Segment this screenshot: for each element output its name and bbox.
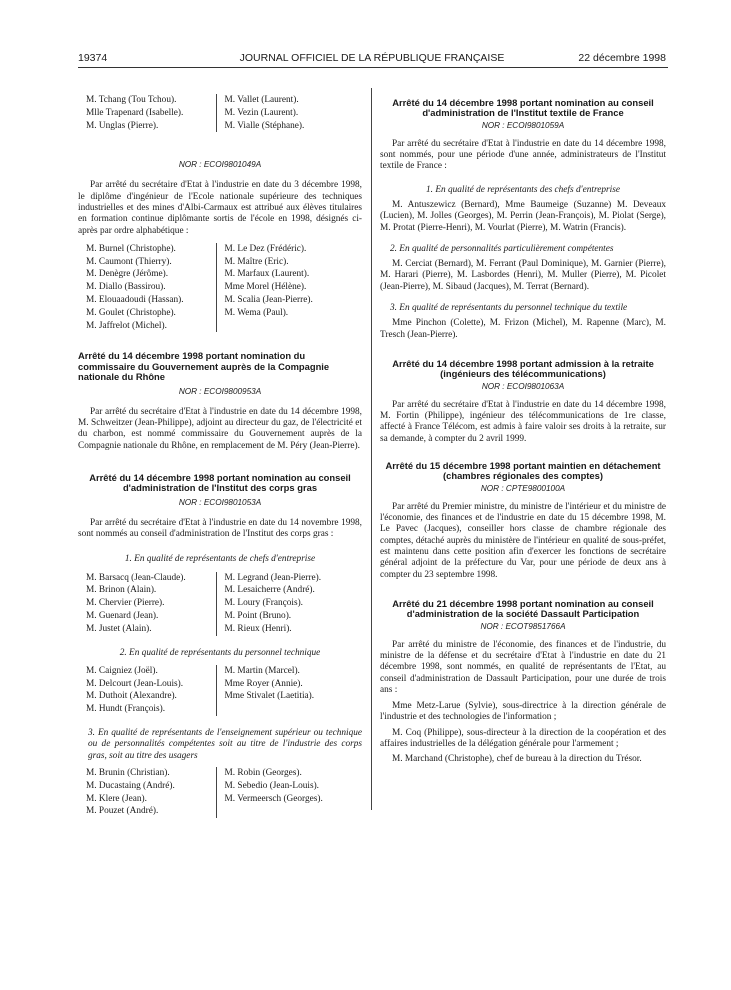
person-name: M. Tchang (Tou Tchou). — [86, 95, 177, 105]
section-title: 3. En qualité de représentants du personnel technique du textile — [390, 303, 628, 314]
person-name: M. Diallo (Bassirou). — [86, 282, 166, 293]
decree-nor: NOR : ECOI9801059A — [481, 120, 565, 130]
person-name: M. Robin (Georges). — [224, 767, 302, 778]
member-entry: M. Coq (Philippe), sous-directeur à la direction de la coopération et des affaires industrielles de la délégation générale pour l'armement ; — [380, 727, 666, 750]
decree-nor: NOR : ECOI9801063A — [481, 381, 565, 391]
person-name: M. Caumont (Thierry). — [86, 256, 172, 267]
person-name: M. Vezin (Laurent). — [224, 107, 299, 118]
decree-title: Arrêté du 14 décembre 1998 portant admission à la retraite (ingénieurs des télécommunications) — [392, 357, 654, 380]
page-header — [78, 52, 666, 68]
name-list — [78, 665, 362, 716]
person-name: M. Denègre (Jérôme). — [86, 269, 169, 280]
decree-body: Par arrêté du secrétaire d'Etat à l'industrie en date du 14 novembre 1998, sont nommés au conseil d'administration de l'Institut des corps gras : — [78, 517, 362, 539]
person-name: M. Klere (Jean). — [86, 793, 147, 804]
person-name: M. Martin (Marcel). — [224, 665, 300, 676]
section-title: 1. En qualité de représentants des chefs d'entreprise — [426, 184, 620, 195]
person-name: M. Delcourt (Jean-Louis). — [86, 678, 184, 689]
decree-title: Arrêté du 14 décembre 1998 portant nomination du commissaire du Gouvernement auprès de la Compagnie nationale du Rhône — [78, 350, 330, 383]
person-name: Mme Stivalet (Laetitia). — [224, 691, 315, 702]
person-name: M. Burnel (Christophe). — [86, 243, 176, 254]
decree-body: Par arrêté du secrétaire d'Etat à l'industrie en date du 14 décembre 1998, sont nommés, pour une période d'une année, administrateurs de l'Institut textile de France : — [380, 138, 666, 172]
page-number: 19374 — [78, 52, 108, 64]
person-name: M. Pouzet (André). — [86, 806, 159, 817]
journal-title: JOURNAL OFFICIEL DE LA RÉPUBLIQUE FRANÇAISE — [239, 52, 505, 64]
person-name: M. Marfaux (Laurent). — [224, 269, 310, 280]
decree-body: Par arrêté du secrétaire d'Etat à l'industrie en date du 14 décembre 1998, M. Schweitzer (Jean-Philippe), adjoint au directeur du gaz, de l'électricité et du charbon, est nommé commissaire du Gouvernement auprès de la Compagnie nationale du Rhône, en remplacement de M. Péry (Jean-Pierre). — [78, 406, 362, 451]
person-name: M. Unglas (Pierre). — [86, 120, 159, 131]
person-name: M. Legrand (Jean-Pierre). — [224, 572, 322, 583]
person-name: M. Guenard (Jean). — [86, 610, 159, 621]
section-title: 2. En qualité de personnalités particulièrement compétentes — [390, 243, 614, 254]
person-name: M. Scalia (Jean-Pierre). — [224, 295, 313, 306]
person-name: Mme Royer (Annie). — [224, 678, 303, 689]
person-name: M. Goulet (Christophe). — [86, 307, 176, 318]
column-divider — [371, 88, 372, 810]
decree-nor: NOR : ECOT9851766A — [480, 621, 566, 631]
decree-body: Par arrêté du ministre de l'économie, des finances et de l'industrie, du ministre de la défense et du secrétaire d'Etat à l'industrie en date du 21 décembre 1998, sont nommés, en qualité de représentants de l'Etat, au conseil d'administration de Dassault Participation, pour une durée de trois ans : — [380, 639, 666, 695]
decree-title: Arrêté du 21 décembre 1998 portant nomination au conseil d'administration de la société Dassault Participation — [392, 597, 654, 620]
person-name: Mlle Trapenard (Isabelle). — [86, 107, 184, 118]
member-entry: M. Marchand (Christophe), chef de bureau à la direction du Trésor. — [392, 754, 642, 765]
person-name: M. Sebedio (Jean-Louis). — [224, 780, 319, 791]
header-rule — [78, 67, 668, 68]
name-list — [78, 767, 362, 818]
person-name: M. Chervier (Pierre). — [86, 598, 165, 609]
decree-body: Par arrêté du Premier ministre, du ministre de l'intérieur et du ministre de l'économie, des finances et de l'industrie en date du 15 décembre 1998, M. Le Pavec (Jacques), conseiller hors classe de chambre régionale des comptes, détaché auprès du ministère de l'intérieur en qualité de sous-préfet, est maintenu dans cette position afin d'exercer les fonctions de secrétaire général adjoint de la préfecture du Var, pour une période de deux ans à compter du 23 septembre 1998. — [380, 501, 666, 580]
person-name: M. Brinon (Alain). — [86, 585, 157, 596]
section-title: 2. En qualité de représentants du personnel technique — [119, 647, 321, 658]
person-name: M. Brunin (Christian). — [86, 767, 170, 778]
person-name: M. Duthoit (Alexandre). — [86, 691, 177, 702]
name-list — [78, 243, 362, 333]
decree-nor: NOR : CPTE9800100A — [480, 483, 566, 493]
decree-body: Par arrêté du secrétaire d'Etat à l'industrie en date du 3 décembre 1998, le diplôme d'ingénieur de l'Ecole nationale supérieure des techniques industrielles et des mines d'Albi-Carmaux est attribué aux élèves titulaires en formation continue diplômante sortis de l'école en 1998, désignés ci-après par ordre alphabétique : — [78, 180, 362, 236]
person-name: M. Hundt (François). — [86, 704, 166, 715]
decree-nor: NOR : ECOI9800953A — [178, 386, 262, 396]
person-name: M. Maître (Eric). — [224, 256, 289, 267]
decree-body: Par arrêté du secrétaire d'Etat à l'industrie en date du 14 décembre 1998, M. Fortin (Philippe), ingénieur des télécommunications de 1re classe, affecté à France Télécom, est admis à faire valoir ses droits à la retraite, sur sa demande, à compter du 2 avril 1999. — [380, 399, 666, 444]
person-name: Mme Morel (Hélène). — [224, 282, 307, 293]
name-list-top — [78, 94, 362, 132]
section-body: M. Cerciat (Bernard), M. Ferrant (Paul Dominique), M. Garnier (Pierre), M. Harari (Pierre), M. Lasbordes (Henri), M. Muller (Pierre), M. Picolet (Jean-Pierre), M. Sibaud (Jacques), M. Terrat (Bernard). — [380, 259, 666, 292]
name-list — [78, 572, 362, 636]
left-column — [78, 94, 362, 818]
person-name: M. Barsacq (Jean-Claude). — [86, 572, 186, 583]
decree-title: Arrêté du 14 décembre 1998 portant nomination au conseil d'administration de l'Institut textile de France — [392, 97, 654, 119]
decree-nor: NOR : ECOI9801049A — [178, 160, 262, 170]
person-name: M. Jaffrelot (Michel). — [86, 320, 167, 331]
decree-title: Arrêté du 15 décembre 1998 portant maintien en détachement (chambres régionales des comptes) — [385, 459, 661, 482]
person-name: M. Vermeersch (Georges). — [224, 793, 323, 804]
person-name: M. Loury (François). — [224, 598, 303, 609]
person-name: M. Le Dez (Frédéric). — [224, 243, 307, 254]
decree-nor: NOR : ECOI9801053A — [178, 497, 262, 507]
section-body: M. Antuszewicz (Bernard), Mme Baumeige (Suzanne) M. Deveaux (Lucien), M. Jolles (Georges), M. Perrin (Jean-François), M. Piolat (Serge), M. Protat (Pierre-Henri), M. Vourlat (Pierre), M. Watrin (Francis). — [380, 200, 666, 233]
person-name: M. Caigniez (Joël). — [86, 665, 158, 676]
right-column — [380, 98, 666, 766]
person-name: M. Vialle (Stéphane). — [224, 120, 305, 131]
member-list — [380, 701, 666, 765]
section-body: Mme Pinchon (Colette), M. Frizon (Michel), M. Rapenne (Marc), M. Tresch (Jean-Pierre). — [380, 318, 666, 340]
member-entry: Mme Metz-Larue (Sylvie), sous-directrice à la direction générale de l'industrie et des technologies de l'information ; — [380, 701, 666, 723]
issue-date: 22 décembre 1998 — [578, 52, 666, 64]
section-title: 3. En qualité de représentants de l'enseignement supérieur ou technique ou de personnalités compétentes soit au titre de l'industrie des corps gras, soit au titre des usagers — [88, 728, 362, 761]
section-title: 1. En qualité de représentants de chefs d'entreprise — [124, 554, 316, 565]
person-name: M. Justet (Alain). — [86, 623, 152, 634]
decree-title: Arrêté du 14 décembre 1998 portant nomination au conseil d'administration de l'Institut des corps gras — [89, 471, 351, 494]
person-name: M. Vallet (Laurent). — [224, 95, 299, 105]
person-name: M. Point (Bruno). — [224, 610, 292, 621]
person-name: M. Lesaicherre (André). — [224, 585, 315, 596]
person-name: M. Elouaadoudi (Hassan). — [86, 295, 184, 306]
person-name: M. Wema (Paul). — [224, 307, 289, 318]
person-name: M. Ducastaing (André). — [86, 780, 175, 791]
person-name: M. Rieux (Henri). — [224, 623, 292, 634]
